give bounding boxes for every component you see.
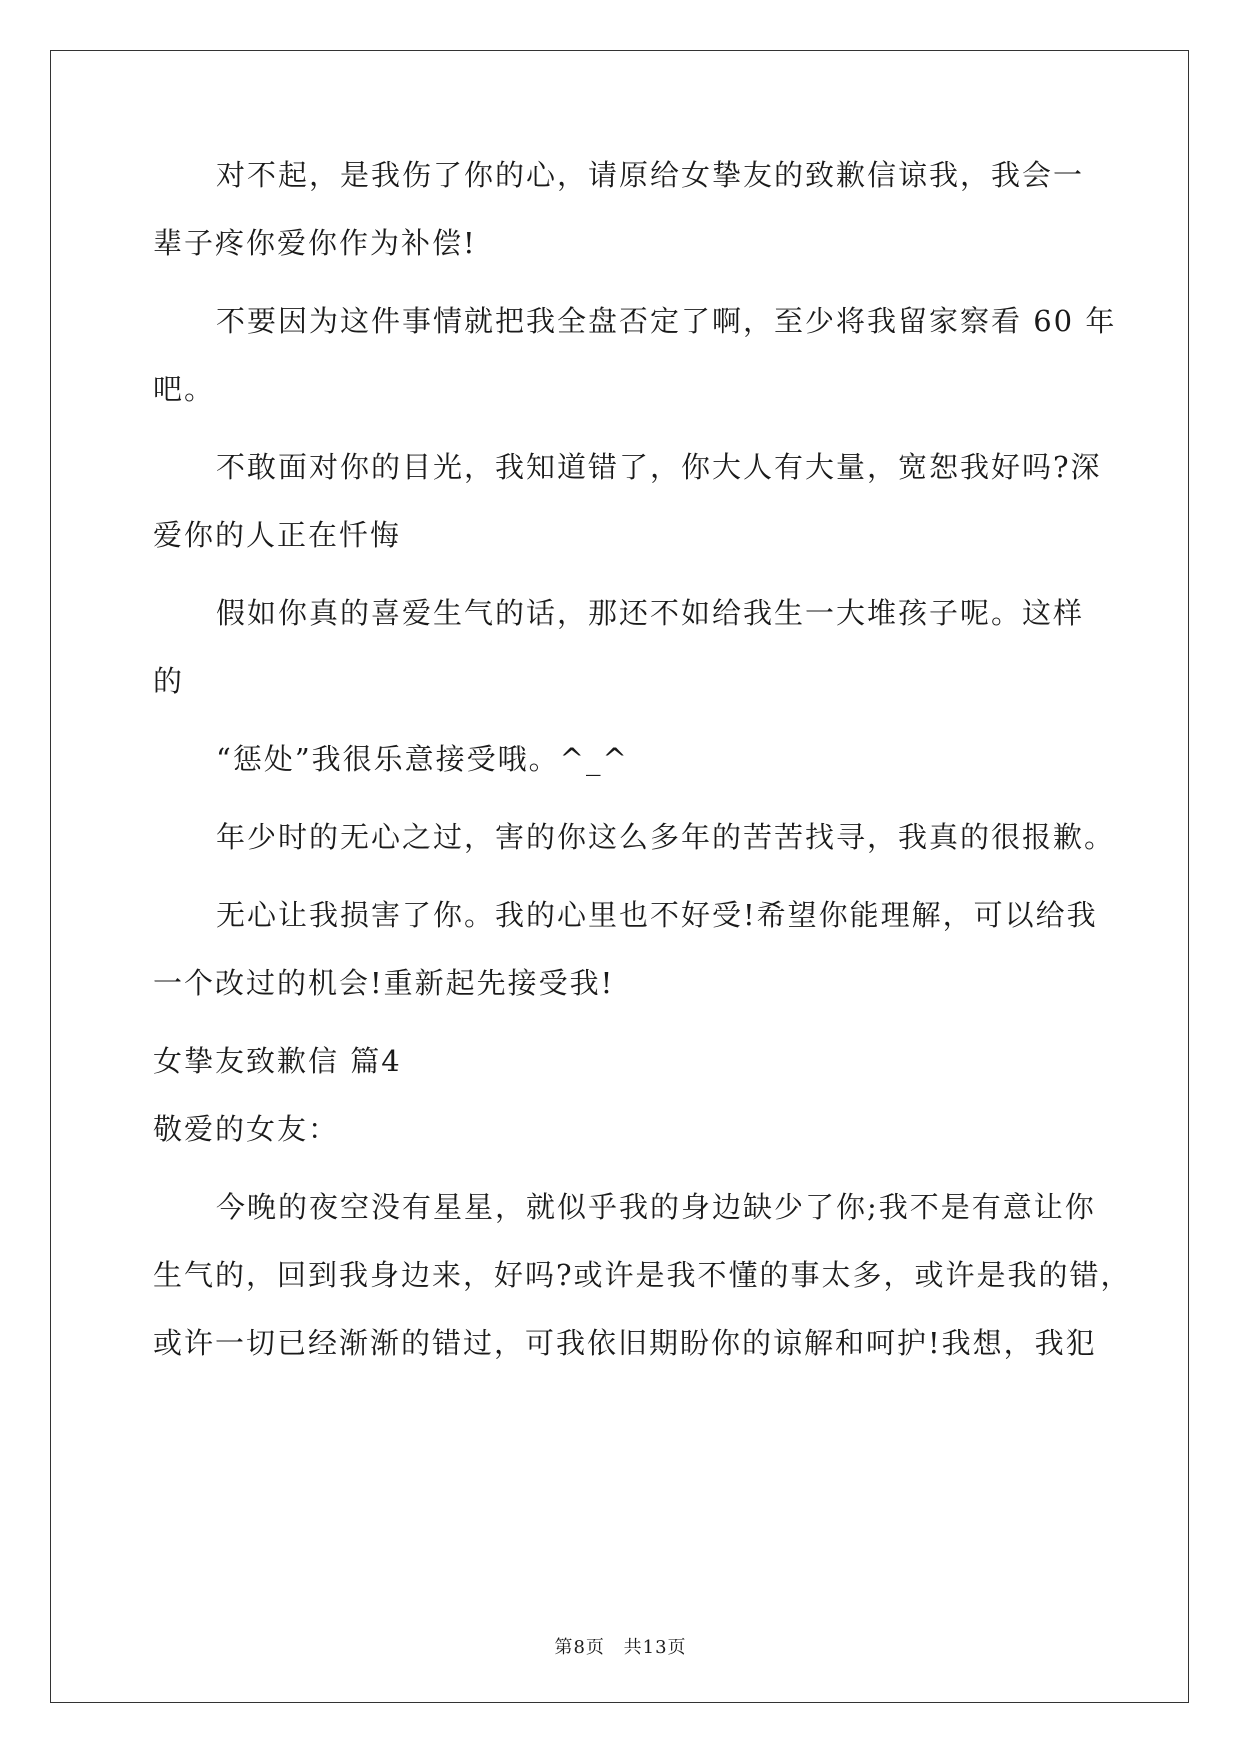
section-heading: 女挚友致歉信 篇4 [153, 1044, 402, 1078]
paragraph-line: 今晚的夜空没有星星，就似乎我的身边缺少了你;我不是有意让你 [216, 1190, 1096, 1224]
page-footer [0, 1636, 1241, 1660]
paragraph-line: 或许一切已经渐渐的错过，可我依旧期盼你的谅解和呵护!我想，我犯 [153, 1326, 1097, 1360]
paragraph-line: 爱你的人正在忏悔 [153, 518, 402, 552]
paragraph-line: 不要因为这件事情就把我全盘否定了啊，至少将我留家察看 60 年 [216, 304, 1117, 338]
page-number: 第8页 [554, 1637, 605, 1658]
paragraph-line: 无心让我损害了你。我的心里也不好受!希望你能理解，可以给我 [216, 898, 1098, 932]
salutation: 敬爱的女友： [153, 1112, 340, 1146]
paragraph-line: 年少时的无心之过，害的你这么多年的苦苦找寻，我真的很报歉。 [216, 820, 1116, 854]
paragraph-line: 假如你真的喜爱生气的话，那还不如给我生一大堆孩子呢。这样 [216, 596, 1085, 630]
page-frame [50, 50, 1189, 1703]
paragraph-line: 对不起，是我伤了你的心，请原给女挚友的致歉信谅我，我会一 [216, 158, 1085, 192]
paragraph-line: 吧。 [153, 372, 216, 406]
paragraph-line: 辈子疼你爱你作为补偿! [153, 226, 477, 260]
paragraph-line: 的 [153, 664, 185, 698]
paragraph-line: 不敢面对你的目光，我知道错了，你大人有大量，宽恕我好吗?深 [216, 450, 1102, 484]
paragraph-line: “惩处”我很乐意接受哦。^_^ [216, 742, 629, 776]
page-total: 共13页 [623, 1637, 687, 1658]
paragraph-line: 生气的，回到我身边来，好吗?或许是我不懂的事太多，或许是我的错， [153, 1258, 1132, 1292]
paragraph-line: 一个改过的机会!重新起先接受我! [153, 966, 615, 1000]
